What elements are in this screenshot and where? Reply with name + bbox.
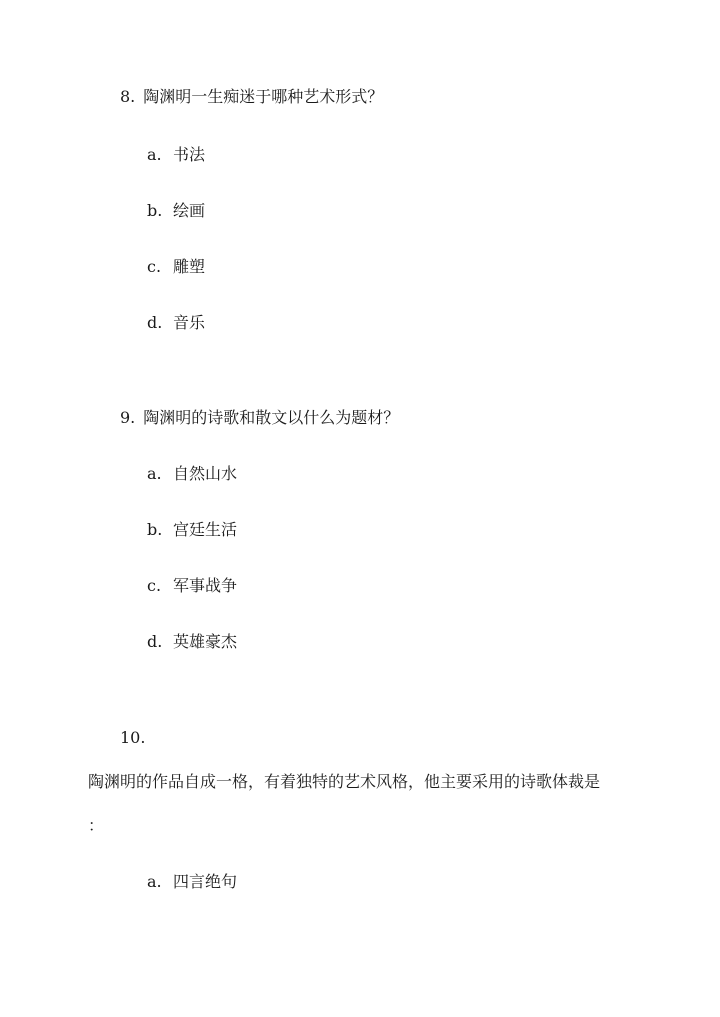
option-letter: b. <box>147 520 163 539</box>
option-text: 音乐 <box>173 313 206 332</box>
option-item <box>147 312 205 334</box>
question-10-text <box>88 771 600 793</box>
option-letter: d. <box>147 313 163 332</box>
option-item <box>147 256 205 278</box>
option-letter: c. <box>147 257 162 276</box>
question-number: 10. <box>120 728 146 747</box>
option-text: 书法 <box>173 145 206 164</box>
option-item <box>147 575 237 597</box>
option-letter: d. <box>147 632 163 651</box>
option-item <box>147 463 237 485</box>
option-text: 绘画 <box>173 201 206 220</box>
question-10-text-continued <box>88 815 104 837</box>
option-item <box>147 200 205 222</box>
option-text: 宫廷生活 <box>173 520 238 539</box>
option-letter: a. <box>147 872 162 891</box>
question-9 <box>120 407 399 429</box>
option-letter: a. <box>147 145 162 164</box>
option-letter: a. <box>147 464 162 483</box>
option-text: 自然山水 <box>173 464 238 483</box>
option-text: 英雄豪杰 <box>173 632 238 651</box>
option-text: 雕塑 <box>173 257 206 276</box>
question-number: 9. <box>120 408 136 427</box>
option-item <box>147 871 237 893</box>
option-item <box>147 631 237 653</box>
option-text: 四言绝句 <box>173 872 238 891</box>
question-number: 8. <box>120 87 136 106</box>
question-text: 陶渊明的诗歌和散文以什么为题材？ <box>143 408 400 427</box>
question-text: 陶渊明一生痴迷于哪种艺术形式？ <box>143 87 384 106</box>
option-item <box>147 144 205 166</box>
option-text: 军事战争 <box>173 576 238 595</box>
option-item <box>147 519 237 541</box>
option-letter: b. <box>147 201 163 220</box>
option-letter: c. <box>147 576 162 595</box>
question-text-continued: ： <box>88 816 105 835</box>
question-text: 陶渊明的作品自成一格，有着独特的艺术风格，他主要采用的诗歌体裁是 <box>88 772 601 791</box>
question-8 <box>120 86 383 108</box>
question-10-number <box>120 727 145 749</box>
